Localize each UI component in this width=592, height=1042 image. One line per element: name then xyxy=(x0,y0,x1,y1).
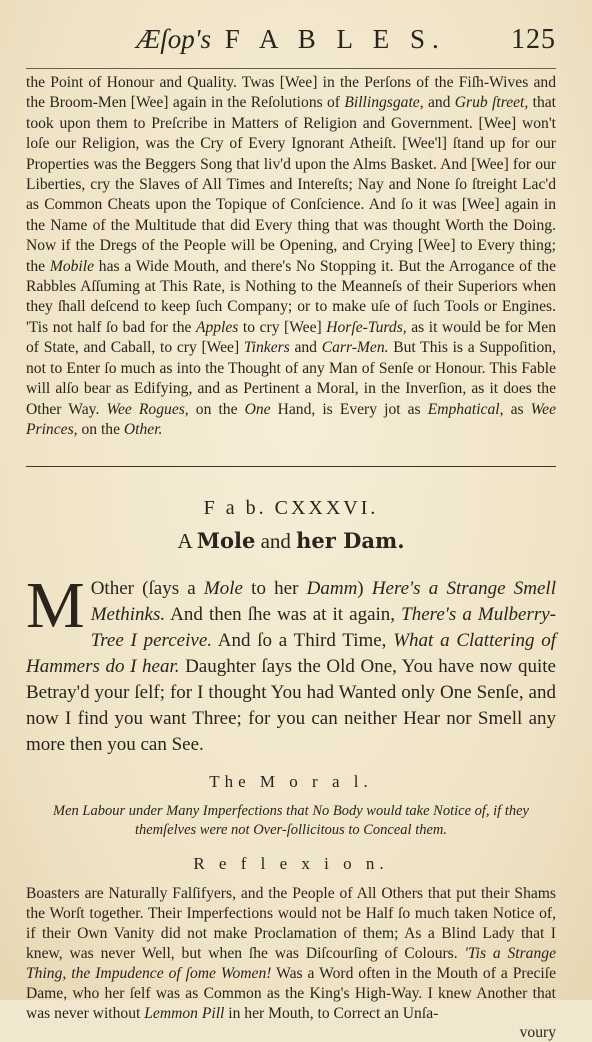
fable-story xyxy=(26,569,557,758)
title-run: and xyxy=(255,529,297,554)
text-run-italic: Grub ſtreet, xyxy=(454,94,529,112)
text-run: And then ſhe was at it again, xyxy=(165,604,402,626)
text-run: on the xyxy=(188,400,245,418)
text-run-italic: One xyxy=(244,400,271,418)
page-number: 125 xyxy=(511,24,556,55)
text-run: to her xyxy=(242,578,307,600)
text-run-italic: 'Tis a Strange Thing, the Impudence of ſome Women! xyxy=(26,945,556,983)
title-run-blackletter: Mole xyxy=(196,528,256,554)
text-run: ) xyxy=(357,578,372,600)
text-run-italic: Emphatical, xyxy=(427,400,504,418)
fable-title xyxy=(26,528,556,554)
running-title-fables: F A B L E S. xyxy=(211,24,446,54)
top-paragraph xyxy=(26,73,556,440)
text-run-italic: Lemmon Pill xyxy=(144,1005,225,1023)
text-run: Daughter ſays the Old One, You have now quite Betray'd your ſelf; for I thought You had Wanted only One Senſe, and now I find you want Three; for you can neither Hear nor Smell any more then you can See. xyxy=(26,656,556,756)
text-run-italic: Other. xyxy=(123,420,163,438)
text-run: in her Mouth, to Correct an Unſa- xyxy=(224,1005,439,1023)
text-run-italic: Wee Princes, xyxy=(26,400,557,438)
text-run: But This is a Suppoſition, not to Enter ſo much as into the Thought of any Man of Senſe or Honour. This Fable will alſo bear as Edifying, and as Pertinent a Moral, in the Inverſion, as it does the Other Way. xyxy=(26,339,557,418)
text-run: Was a Word often in the Mouth of a Preciſe Dame, who her ſelf was as Common as the King's High-Way. I knew Another that was never without xyxy=(26,965,556,1023)
text-run-italic: Mole xyxy=(203,578,243,600)
text-run-italic: There's a Mulberry-Tree I perceive. xyxy=(90,604,557,652)
moral-heading: The M o r a l. xyxy=(209,772,373,792)
text-run-italic: Wee Rogues, xyxy=(106,400,189,418)
catchword: voury xyxy=(519,1024,556,1042)
section-divider xyxy=(26,466,556,467)
text-run: has a Wide Mouth, and there's No Stopping it. But the Arrogance of the Rabbles Aſſuming at This Rate, is Nothing to the Meanneſs of their Superiors when they ſhall deſcend to keep ſuch Company; or to make uſe of ſuch Tools or Engines. 'Tis not half ſo bad for the xyxy=(26,257,556,336)
text-run: and xyxy=(423,94,455,112)
text-run: Other (ſays a xyxy=(90,578,204,600)
running-title-aesop: Æſop's xyxy=(136,24,211,54)
text-run-italic: Tinkers xyxy=(243,339,290,357)
text-run: And ſo a Third Time, xyxy=(212,630,394,652)
text-run: Boasters are Naturally Falſifyers, and the People of All Others that put their Shams the Worſt together. Their Imperfections would not be Half ſo much taken Notice of, if their Own Vanity did not make Proclamation of them; As a Blind Lady that I knew, was never Well, but when ſhe was Diſcourſing of Colours. xyxy=(26,885,556,963)
text-run: and xyxy=(289,339,322,357)
reflexion-heading: R e f l e x i o n. xyxy=(193,854,389,874)
title-run-blackletter: Dam. xyxy=(335,528,405,554)
text-run: that took upon them to Preſcribe in Matters of Religion and Government. [Wee] won't loſe our Religion, was the Cry of Every Ignorant Atheiſt. [Wee'l] ſtand up for our Properties was the Beggers Song that liv'd upon the Alms Basket. And [Wee] for our Liberties, cry the Slaves of All Times and Intereſts; Nay and None ſo ſtreight Lac'd as Common Cheats upon the Topique of Conſcience. And ſo it was [Wee] again in the Name of the Multitude that did Every thing that was thought Worth the Doing. Now if the Dregs of the People will be Opening, and Crying [Wee] to Every thing; the xyxy=(26,94,556,275)
text-run: to cry [Wee] xyxy=(238,318,327,336)
title-run-blackletter: her xyxy=(296,528,336,554)
text-run-italic: Carr-Men. xyxy=(321,339,389,357)
drop-cap: M xyxy=(26,569,85,643)
running-title xyxy=(26,24,556,55)
text-run: as it would be for Men of State, and Caball, to cry [Wee] xyxy=(26,318,556,357)
text-run-italic: Mobile xyxy=(49,257,94,275)
fable-number: F a b. CXXXVI. xyxy=(203,497,379,520)
running-header xyxy=(26,18,556,69)
text-run-italic: Here's a Strange Smell Methinks. xyxy=(90,578,556,626)
moral-text: Men Labour under Many Imperfections that No Body would take Notice of, if they themſelves were not Over-ſollicitous to Conceal them. xyxy=(52,803,529,839)
text-run: the Point of Honour and Quality. Twas [Wee] in the Perſons of the Fiſh-Wives and the Broom-Men [Wee] again in the Reſolutions of xyxy=(26,74,556,112)
text-run-italic: Horſe-Turds, xyxy=(326,318,407,336)
reflexion-text xyxy=(26,884,556,1024)
text-run: as xyxy=(503,400,531,418)
text-run-italic: What a Clattering of Hammers do I hear. xyxy=(26,630,556,678)
text-run-italic: Billingsgate, xyxy=(344,94,424,112)
text-run-italic: Damm xyxy=(306,578,358,600)
title-run: A xyxy=(177,529,197,554)
text-run-italic: Apples xyxy=(195,318,239,336)
text-run: on the xyxy=(77,420,124,438)
text-run: Hand, is Every jot as xyxy=(270,400,428,418)
